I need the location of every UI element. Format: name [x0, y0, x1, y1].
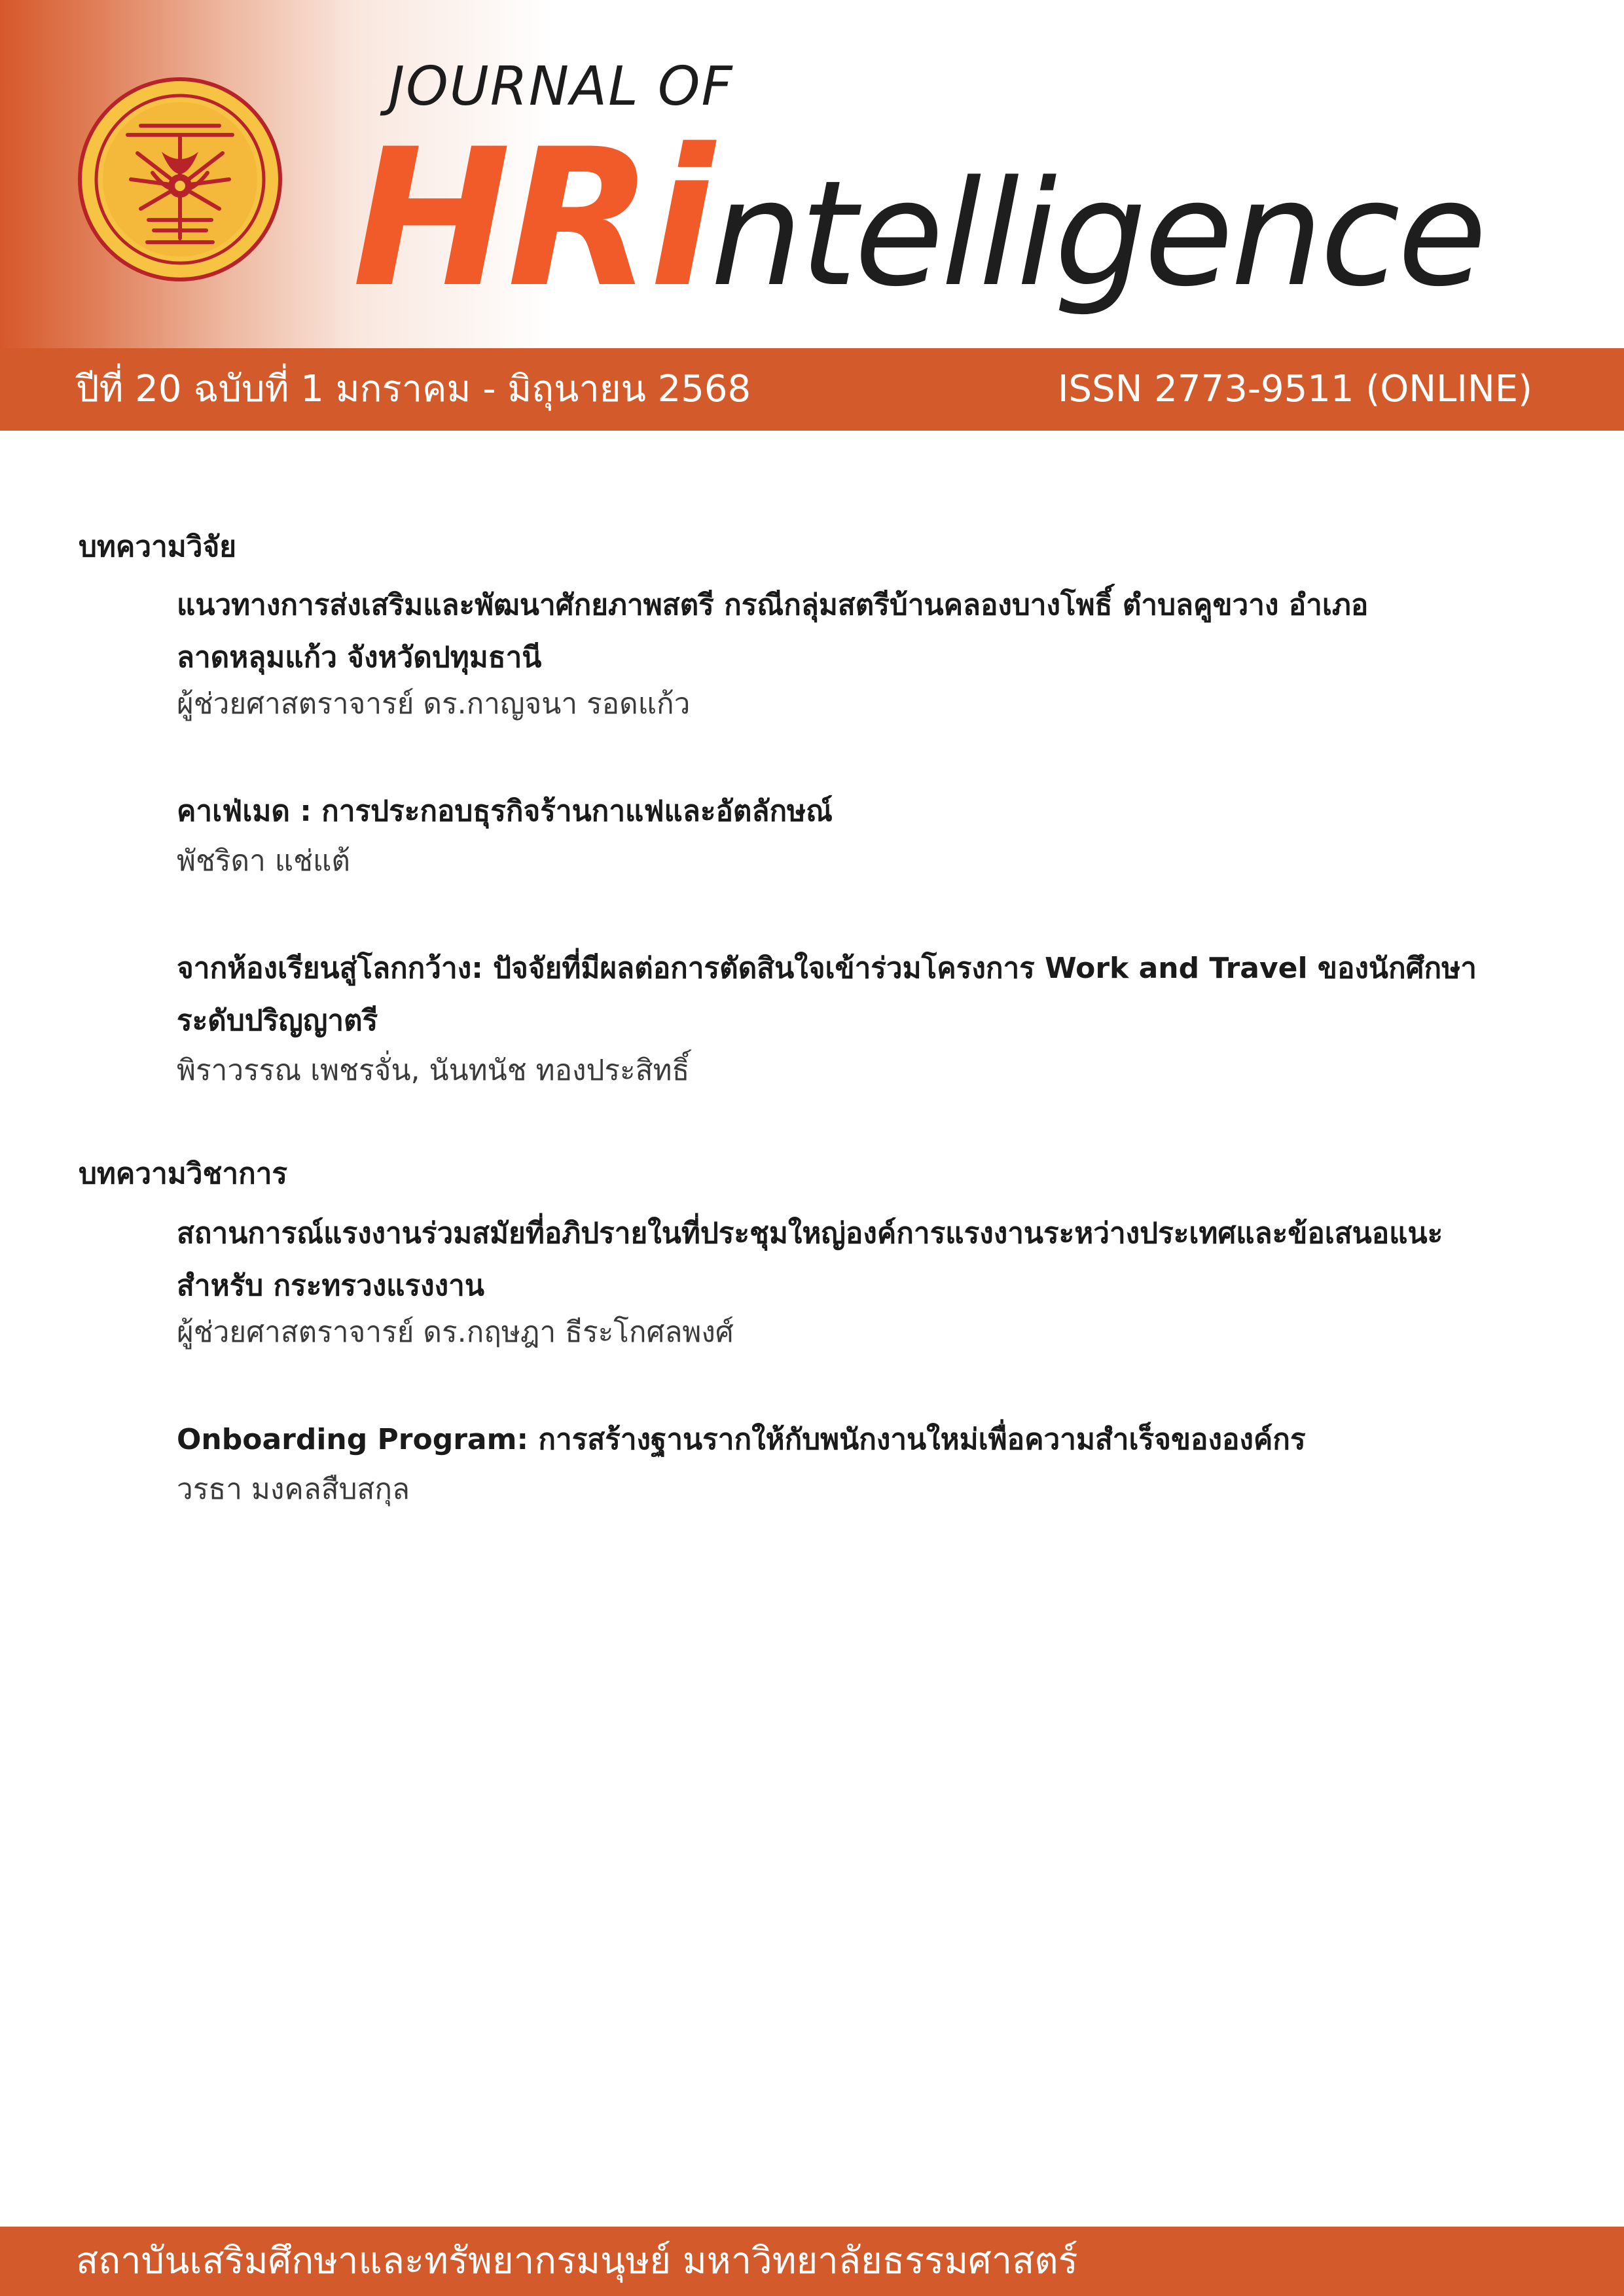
article-title: แนวทางการส่งเสริมและพัฒนาศักยภาพสตรี กรณีกลุ่มสตรีบ้านคลองบางโพธิ์ ตำบลคูขวาง อำเภอลาดหลุมแก้ว จังหวัดปทุมธานี: [177, 588, 1369, 674]
article-author: วรธา มงคลสืบสกุล: [177, 1473, 410, 1506]
journal-of-label: JOURNAL OF: [389, 56, 734, 118]
section-heading-research: บทความวิจัย: [79, 530, 237, 564]
article-title: สถานการณ์แรงงานร่วมสมัยที่อภิปรายในที่ประชุมใหญ่องค์การแรงงานระหว่างประเทศและข้อเสนอแนะสำหรับ กระทรวงแรงงาน: [177, 1217, 1443, 1302]
thammasat-university-seal-icon: [75, 75, 285, 284]
article-title: คาเฟ่เมด : การประกอบธุรกิจร้านกาแฟและอัตลักษณ์: [177, 795, 833, 828]
article-author: ผู้ช่วยศาสตราจารย์ ดร.กาญจนา รอดแก้ว: [177, 687, 691, 721]
footer-band: [0, 2227, 1624, 2296]
article-author: พิราวรรณ เพชรจั่น, นันทนัช ทองประสิทธิ์: [177, 1054, 690, 1087]
issue-info: ปีที่ 20 ฉบับที่ 1 มกราคม - มิถุนายน 2568: [76, 368, 751, 410]
journal-title: [352, 109, 1485, 329]
institution-name: สถาบันเสริมศึกษาและทรัพยากรมนุษย์ มหาวิทยาลัยธรรมศาสตร์: [76, 2240, 1078, 2282]
issue-band: [0, 348, 1624, 431]
article-title: จากห้องเรียนสู่โลกกว้าง: ปัจจัยที่มีผลต่อการตัดสินใจเข้าร่วมโครงการ Work and Travel ของนักศึกษา ระดับปริญญาตรี: [177, 952, 1477, 1037]
masthead: [0, 0, 1624, 348]
section-heading-academic: บทความวิชาการ: [79, 1157, 288, 1191]
article-title: Onboarding Program: การสร้างฐานรากให้กับพนักงานใหม่เพื่อความสำเร็จขององค์กร: [177, 1423, 1306, 1456]
article-author: พัชริดา แช่แต้: [177, 844, 350, 878]
journal-title-hri: HRi: [352, 109, 711, 329]
article-author: ผู้ช่วยศาสตราจารย์ ดร.กฤษฎา ธีระโกศลพงศ์: [177, 1316, 734, 1349]
journal-title-rest: ntelligence: [710, 150, 1485, 319]
issn-info: ISSN 2773-9511 (ONLINE): [1058, 368, 1532, 410]
